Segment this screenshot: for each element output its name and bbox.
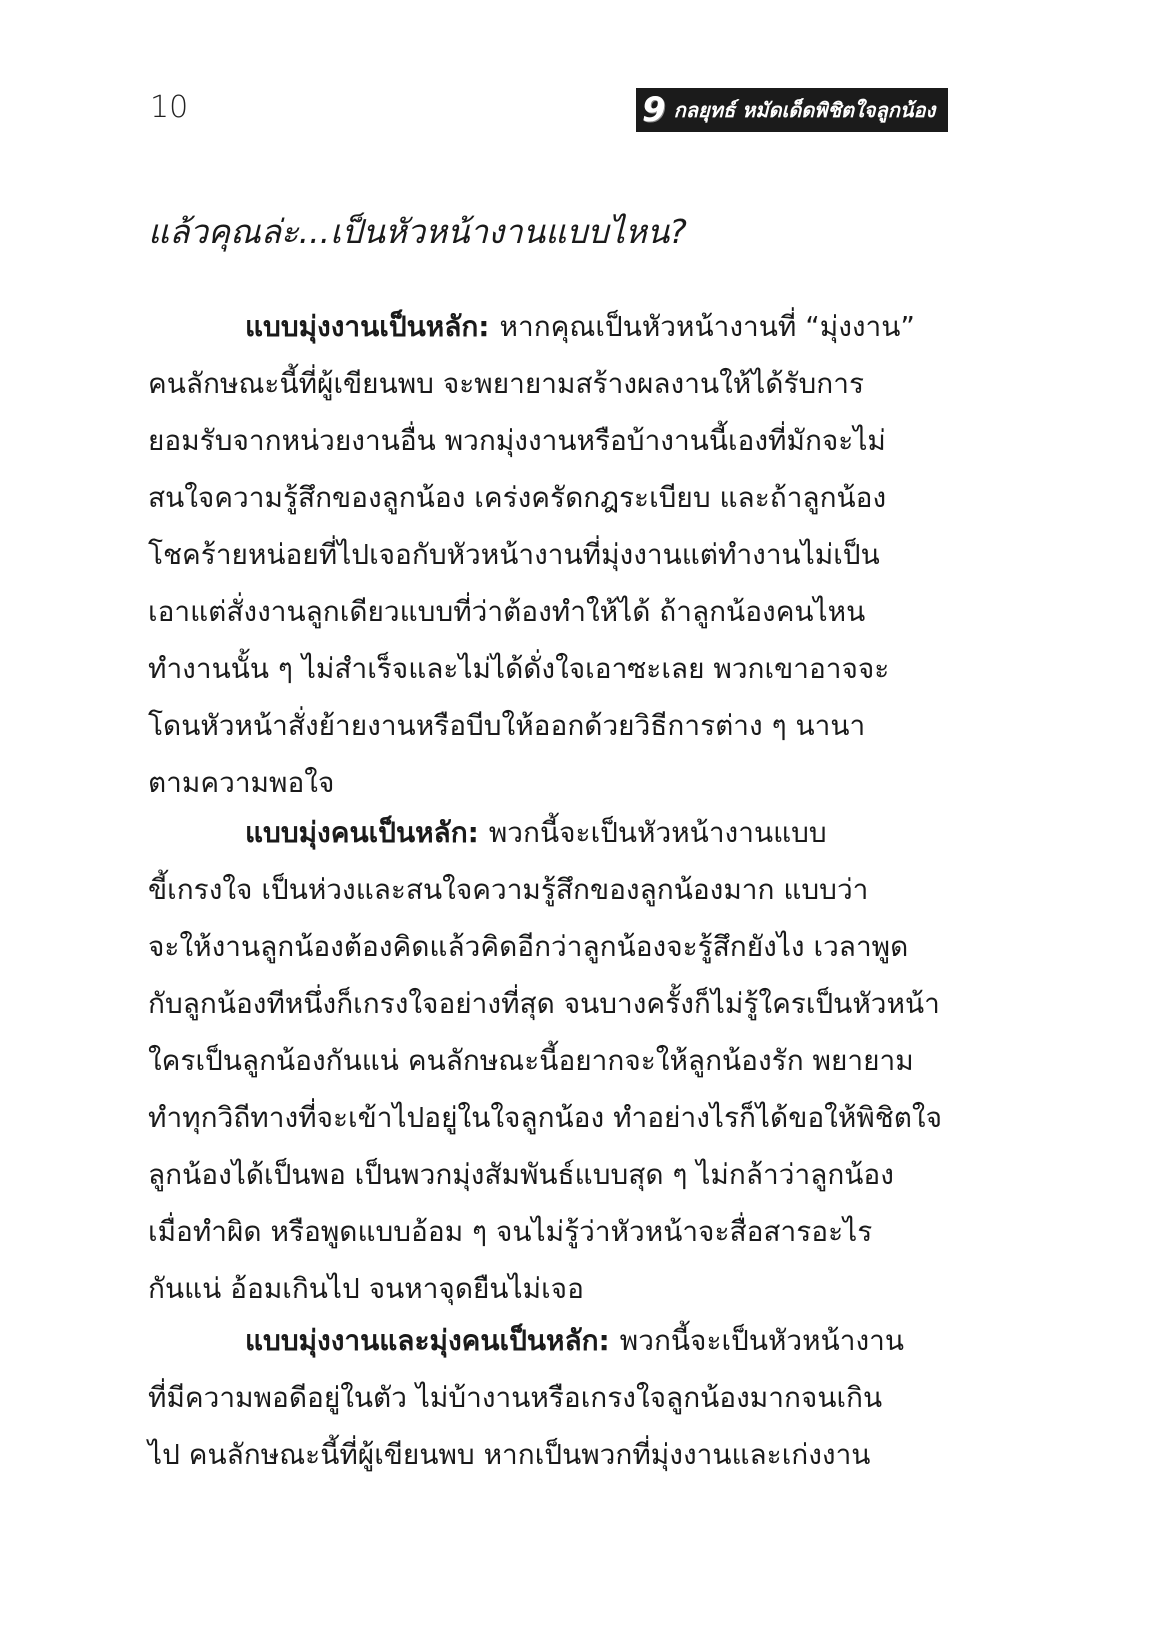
banner-title: กลยุทธ์ หมัดเด็ดพิชิตใจลูกน้อง bbox=[673, 98, 936, 122]
header-banner bbox=[636, 88, 948, 132]
paragraph-people-oriented bbox=[148, 804, 948, 1317]
line-text: ลูกน้องได้เป็นพอ เป็นพวกมุ่งสัมพันธ์แบบสุด ๆ ไม่กล้าว่าลูกน้อง bbox=[148, 1158, 894, 1191]
paragraph-line bbox=[148, 1032, 948, 1089]
paragraph-line bbox=[148, 640, 948, 697]
section-heading: แล้วคุณล่ะ...เป็นหัวหน้างานแบบไหน? bbox=[148, 212, 687, 251]
line-text: พวกนี้จะเป็นหัวหน้างานแบบ bbox=[488, 816, 827, 849]
banner-number: 9 bbox=[642, 90, 666, 130]
line-text: ยอมรับจากหน่วยงานอื่น พวกมุ่งงานหรือบ้างานนี้เองที่มักจะไม่ bbox=[148, 424, 886, 457]
line-text: จะให้งานลูกน้องต้องคิดแล้วคิดอีกว่าลูกน้องจะรู้สึกยังไง เวลาพูด bbox=[148, 930, 909, 963]
paragraph-line bbox=[148, 804, 948, 861]
page-number: 10 bbox=[150, 90, 189, 125]
paragraph-line bbox=[148, 1312, 948, 1369]
paragraph-line bbox=[148, 918, 948, 975]
paragraph-lead: แบบมุ่งงานเป็นหลัก: bbox=[245, 310, 490, 343]
paragraph-lead: แบบมุ่งคนเป็นหลัก: bbox=[245, 816, 479, 849]
paragraph-line bbox=[148, 1203, 948, 1260]
line-text: ตามความพอใจ bbox=[148, 766, 335, 799]
line-text: ไป คนลักษณะนี้ที่ผู้เขียนพบ หากเป็นพวกที่มุ่งงานและเก่งงาน bbox=[148, 1438, 871, 1471]
paragraph-line bbox=[148, 469, 948, 526]
line-text: ทำงานนั้น ๆ ไม่สำเร็จและไม่ได้ดั่งใจเอาซะเลย พวกเขาอาจจะ bbox=[148, 652, 890, 685]
paragraph-line bbox=[148, 412, 948, 469]
paragraph-line bbox=[148, 1146, 948, 1203]
paragraph-line bbox=[148, 1260, 948, 1317]
paragraph-line bbox=[148, 1426, 948, 1483]
line-text: โดนหัวหน้าสั่งย้ายงานหรือบีบให้ออกด้วยวิธีการต่าง ๆ นานา bbox=[148, 709, 866, 742]
paragraph-line bbox=[148, 975, 948, 1032]
line-text: กับลูกน้องทีหนึ่งก็เกรงใจอย่างที่สุด จนบางครั้งก็ไม่รู้ใครเป็นหัวหน้า bbox=[148, 987, 940, 1020]
paragraph-lead: แบบมุ่งงานและมุ่งคนเป็นหลัก: bbox=[245, 1324, 610, 1357]
line-text: เอาแต่สั่งงานลูกเดียวแบบที่ว่าต้องทำให้ได้ ถ้าลูกน้องคนไหน bbox=[148, 595, 866, 628]
paragraph-line bbox=[148, 355, 948, 412]
line-text: ใครเป็นลูกน้องกันแน่ คนลักษณะนี้อยากจะให้ลูกน้องรัก พยายาม bbox=[148, 1044, 914, 1077]
paragraph-task-and-people bbox=[148, 1312, 948, 1483]
line-text: สนใจความรู้สึกของลูกน้อง เคร่งครัดกฎระเบียบ และถ้าลูกน้อง bbox=[148, 481, 887, 514]
paragraph-line bbox=[148, 298, 948, 355]
line-text: ที่มีความพอดีอยู่ในตัว ไม่บ้างานหรือเกรงใจลูกน้องมากจนเกิน bbox=[148, 1381, 883, 1414]
paragraph-line bbox=[148, 697, 948, 754]
paragraph-task-oriented bbox=[148, 298, 948, 811]
line-text: คนลักษณะนี้ที่ผู้เขียนพบ จะพยายามสร้างผลงานให้ได้รับการ bbox=[148, 367, 865, 400]
line-text: เมื่อทำผิด หรือพูดแบบอ้อม ๆ จนไม่รู้ว่าหัวหน้าจะสื่อสารอะไร bbox=[148, 1215, 873, 1248]
line-text: หากคุณเป็นหัวหน้างานที่ “มุ่งงาน” bbox=[499, 310, 915, 343]
line-text: ขี้เกรงใจ เป็นห่วงและสนใจความรู้สึกของลูกน้องมาก แบบว่า bbox=[148, 873, 869, 906]
line-text: โชคร้ายหน่อยที่ไปเจอกับหัวหน้างานที่มุ่งงานแต่ทำงานไม่เป็น bbox=[148, 538, 880, 571]
line-text: กันแน่ อ้อมเกินไป จนหาจุดยืนไม่เจอ bbox=[148, 1272, 584, 1305]
paragraph-line bbox=[148, 583, 948, 640]
paragraph-line bbox=[148, 861, 948, 918]
paragraph-line bbox=[148, 1369, 948, 1426]
paragraph-line bbox=[148, 754, 948, 811]
paragraph-line bbox=[148, 1089, 948, 1146]
line-text: ทำทุกวิถีทางที่จะเข้าไปอยู่ในใจลูกน้อง ทำอย่างไรก็ได้ขอให้พิชิตใจ bbox=[148, 1101, 943, 1134]
line-text: พวกนี้จะเป็นหัวหน้างาน bbox=[619, 1324, 905, 1357]
paragraph-line bbox=[148, 526, 948, 583]
